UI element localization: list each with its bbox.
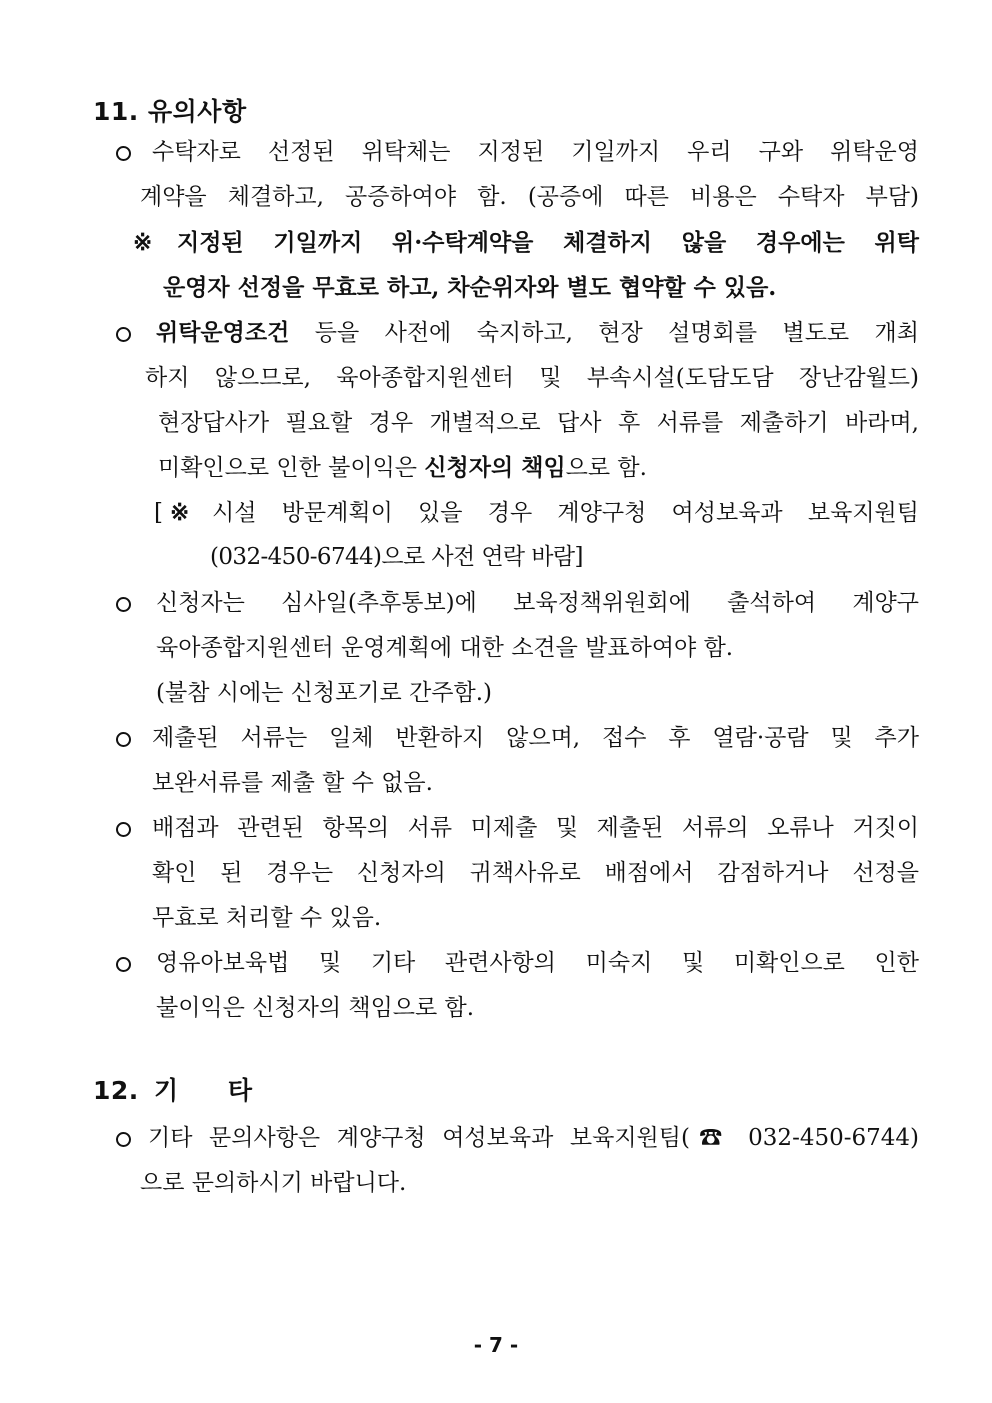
section-12-title [93,1071,253,1107]
item3-line1: 신청자는 심사일(추후통보)에 보육정책위원회에 출석하여 계양구 [156,590,919,616]
item3-line2: 육아종합지원센터 운영계획에 대한 소견을 발표하여야 함. [156,635,734,661]
item2-line2: 하지 않으므로, 육아종합지원센터 및 부속시설(도담도담 장난감월드) [145,365,919,391]
item2-bold-term: 위탁운영조건 [156,319,290,346]
section-12-title-char-b: 타 [227,1076,253,1105]
bullet-circle-icon [116,597,131,612]
bullet-circle-icon [116,327,131,342]
note1-line1: 지정된 기일까지 위·수탁계약을 체결하지 않을 경우에는 위탁 [177,229,919,256]
item2-line3: 현장답사가 필요할 경우 개별적으로 답사 후 서류를 제출하기 바라며, [158,410,919,436]
page-number: - 7 - [473,1333,519,1357]
section12-line1-post: 032-450-6744) [731,1125,920,1151]
item4-line1: 제출된 서류는 일체 반환하지 않으며, 접수 후 열람·공람 및 추가 [152,725,919,751]
item2-line4-pre: 미확인으로 인한 불이익은 [158,455,425,481]
subnote-line1: 시설 방문계획이 있을 경우 계양구청 여성보육과 보육지원팀 [212,500,919,526]
bullet-circle-icon [116,1132,131,1147]
bullet-circle-icon [116,732,131,747]
section12-item1-line2: 으로 문의하시기 바랍니다. [140,1170,407,1196]
item5-line1: 배점과 관련된 항목의 서류 미제출 및 제출된 서류의 오류나 거짓이 [152,815,919,841]
note1-reference-mark: ※ [133,229,153,256]
section-11-title: 11. 유의사항 [93,97,247,126]
item6-line1: 영유아보육법 및 기타 관련사항의 미숙지 및 미확인으로 인한 [156,950,919,976]
bullet-circle-icon [116,146,131,161]
item5-line3: 무효로 처리할 수 있음. [152,905,382,931]
item2-line1 [156,318,919,348]
item2-line4-bold: 신청자의 책임 [424,454,566,481]
section12-item1-line1 [148,1123,919,1153]
section-12-number: 12. [93,1076,139,1105]
section-12-title-char-a: 기 [154,1076,179,1105]
item5-line2: 확인 된 경우는 신청자의 귀책사유로 배점에서 감점하거나 선정을 [152,860,919,886]
subnote-reference-mark: ※ [170,499,190,526]
item6-line2: 불이익은 신청자의 책임으로 함. [156,995,475,1021]
telephone-icon: ☎ [689,1125,732,1151]
subnote-line2: (032-450-6744)으로 사전 연락 바람] [210,544,583,570]
section12-line1-pre: 기타 문의사항은 계양구청 여성보육과 보육지원팀( [148,1125,690,1151]
bullet-circle-icon [116,957,131,972]
bullet-circle-icon [116,822,131,837]
item2-line1-rest: 등을 사전에 숙지하고, 현장 설명회를 별도로 개최 [289,320,919,346]
item1-line1: 수탁자로 선정된 위탁체는 지정된 기일까지 우리 구와 위탁운영 [152,139,919,165]
note1-line2: 운영자 선정을 무효로 하고, 차순위자와 별도 협약할 수 있음. [163,274,777,301]
item3-line3: (불참 시에는 신청포기로 간주함.) [156,680,493,706]
item2-line4-post: 으로 함. [565,455,647,481]
subnote-open-bracket: [ [154,500,163,526]
item2-line4 [158,453,647,483]
item1-line2: 계약을 체결하고, 공증하여야 함. (공증에 따른 비용은 수탁자 부담) [140,184,919,210]
item4-line2: 보완서류를 제출 할 수 없음. [152,770,433,796]
